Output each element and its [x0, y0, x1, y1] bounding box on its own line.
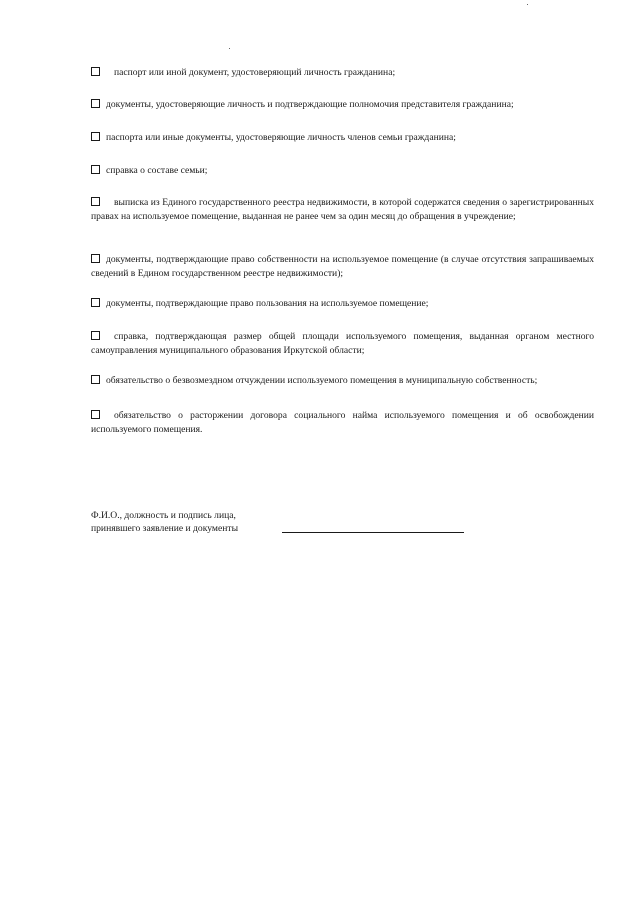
checkbox[interactable]: [91, 375, 100, 384]
checklist-item-alienation-obligation: [91, 374, 594, 388]
checklist-item-text: документы, подтверждающие право собственности на используемое помещение (в случае отсутствия запрашиваемых сведений в Едином государственном реестре недвижимости);: [91, 254, 594, 279]
checkbox[interactable]: [91, 165, 100, 174]
checklist-item-area-certificate: [91, 330, 594, 358]
checklist-item-text: справка о составе семьи;: [106, 165, 208, 176]
checklist-item-text: паспорта или иные документы, удостоверяющие личность членов семьи гражданина;: [106, 132, 456, 143]
checkbox[interactable]: [91, 298, 100, 307]
checkbox[interactable]: [91, 197, 100, 206]
checklist-item-text: документы, подтверждающие право пользования на используемое помещение;: [106, 298, 429, 309]
checklist-item-representative: [91, 98, 594, 112]
checkbox[interactable]: [91, 254, 100, 263]
checklist-item-text: выписка из Единого государственного реестра недвижимости, в которой содержатся сведения о зарегистрированных правах на используемое помещение, выданная не ранее чем за один месяц до обращения в учреждение;: [91, 197, 594, 222]
checklist-item-text: справка, подтверждающая размер общей площади используемого помещения, выданная органом местного самоуправления муниципального образования Иркутской области;: [91, 331, 594, 356]
scan-speck: [229, 48, 230, 49]
checkbox[interactable]: [91, 67, 100, 76]
checklist-item-text: паспорт или иной документ, удостоверяющий личность гражданина;: [114, 67, 396, 78]
checklist-item-usage-rights: [91, 297, 594, 311]
checklist-item-passport: [91, 66, 594, 80]
signature-label: [91, 510, 238, 535]
scan-speck: [527, 4, 528, 5]
checklist-item-text: обязательство о расторжении договора социального найма используемого помещения и об освобождении используемого помещения.: [91, 410, 594, 435]
checkbox[interactable]: [91, 99, 100, 108]
signature-label-line: Ф.И.О., должность и подпись лица,: [91, 510, 236, 521]
signature-label-line: принявшего заявление и документы: [91, 522, 239, 534]
checklist-item-family-documents: [91, 131, 594, 145]
checkbox[interactable]: [91, 132, 100, 141]
signature-line[interactable]: [282, 532, 464, 533]
checkbox[interactable]: [91, 331, 100, 340]
checklist-item-text: обязательство о безвозмездном отчуждении используемого помещения в муниципальную собственность;: [106, 375, 538, 386]
checklist-item-registry-extract: [91, 196, 594, 224]
checklist-item-ownership-documents: [91, 253, 594, 281]
checklist-item-family-certificate: [91, 164, 594, 178]
checklist-item-termination-obligation: [91, 409, 594, 437]
checklist-item-text: документы, удостоверяющие личность и подтверждающие полномочия представителя гражданина;: [106, 99, 514, 110]
checkbox[interactable]: [91, 410, 100, 419]
